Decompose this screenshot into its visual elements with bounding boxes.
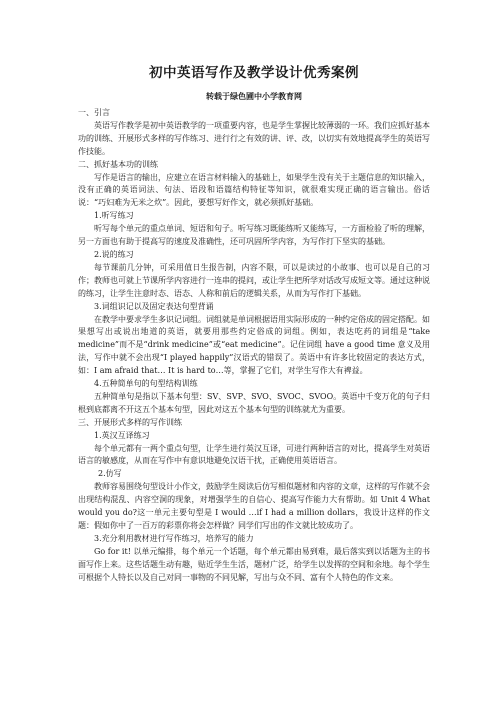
item-heading: 2.仿写 <box>98 469 122 479</box>
item-heading: 3.词组识记以及固定表达句型背诵 <box>94 301 214 311</box>
paragraph: 每个单元都有一两个重点句型，让学生进行英汉互译，可进行两种语言的对比，提高学生对英语语言的敏感度，从而在写作中有意识地避免汉语干扰，正确使用英语语言。 <box>78 443 430 466</box>
item-heading: 3.充分利用教材进行写作练习，培养写的能力 <box>94 533 254 543</box>
item-heading: 1.听写练习 <box>94 211 134 221</box>
section-heading-basics: 二、抓好基本功的训练 <box>78 159 158 169</box>
document-subtitle: 转载于绿色圃中小学教育网 <box>206 92 302 101</box>
paragraph: 英语写作教学是初中英语教学的一项重要内容，也是学生掌握比较薄弱的一环。我们应抓好基本功的训练、开展形式多样的写作练习、进行行之有效的讲、评、改，以切实有效地提高学生的英语写作技能。 <box>78 120 430 156</box>
document-title: 初中英语写作及教学设计优秀案例 <box>149 65 359 81</box>
paragraph: Go for it! 以单元编排，每个单元一个话题，每个单元都由易到难，最后落实到以话题为主的书面写作上来。这些话题生动有趣，贴近学生生活，题材广泛，给学生以发挥的空间和余地。每个学生可根据个人特长以及自己对同一事物的不同见解，写出与众不同、富有个人特色的作文来。 <box>78 546 430 582</box>
paragraph: 教师容易围绕句型设计小作文，鼓励学生阅读后仿写相似题材和内容的文章，这样的写作就不会出现结构混乱、内容空洞的现象，对增强学生的自信心、提高写作能力大有帮助。如 Unit 4 What would you do?这一单元主要句型是 I would …if I had a million dollars，我设计这样的作文题：假如你中了一百万的彩票你将会怎样做？同学们写出的作文就比较成功了。 <box>78 482 430 530</box>
document-body <box>78 107 430 585</box>
paragraph: 每节课前几分钟，可采用值日生报告制，内容不限，可以是读过的小故事、也可以是自己的习作；教师也可就上节课所学内容进行一连串的提问，或让学生把所学对话改写成短文等。通过这种说的练习，让学生注意时态、语态、人称和前后的逻辑关系，从而为写作打下基础。 <box>78 262 430 298</box>
item-heading: 4.五种简单句的句型结构训练 <box>94 379 198 389</box>
paragraph: 听写每个单元的重点单词、短语和句子。听写练习既能练听又能练写，一方面检验了听的理解，另一方面也有助于提高写的速度及准确性，还可巩固所学内容，为写作打下坚实的基础。 <box>78 224 430 247</box>
paragraph: 在教学中要求学生多识记词组。词组就是单词根据语用实际形成的一种约定俗成的固定搭配。如果想写出或说出地道的英语，就要用那些约定俗成的词组。例如，表达吃药的词组是“take medicine”而不是“drink medicine”或“eat medicine”。记住词组 have a good time 意义及用法，写作中就不会出现“I played happily”汉语式的错误了。英语中有许多比较固定的表达方式，如：I am afraid that… It is hard to…等，掌握了它们，对学生写作大有裨益。 <box>78 314 430 376</box>
paragraph: 五种简单句是指以下基本句型：SV、SVP、SVO、SVOC、SVOO。英语中千变万化的句子归根到底都离不开这五个基本句型，因此对这五个基本句型的训练就尤为重要。 <box>78 391 430 414</box>
section-heading-intro: 一、引言 <box>78 108 110 117</box>
paragraph: 写作是语言的输出，应建立在语言材料输入的基础上，如果学生没有关于主题信息的知识输入，没有正确的英语词法、句法、语段和语篇结构特征等知识，就很难实现正确的语言输出。俗话说：“巧妇难为无米之炊”。因此，要想写好作文，就必须抓好基础。 <box>78 172 430 208</box>
section-heading-practice: 三、开展形式多样的写作训练 <box>78 417 182 427</box>
item-heading: 2.说的练习 <box>94 249 134 259</box>
item-heading: 1.英汉互译练习 <box>94 430 150 440</box>
